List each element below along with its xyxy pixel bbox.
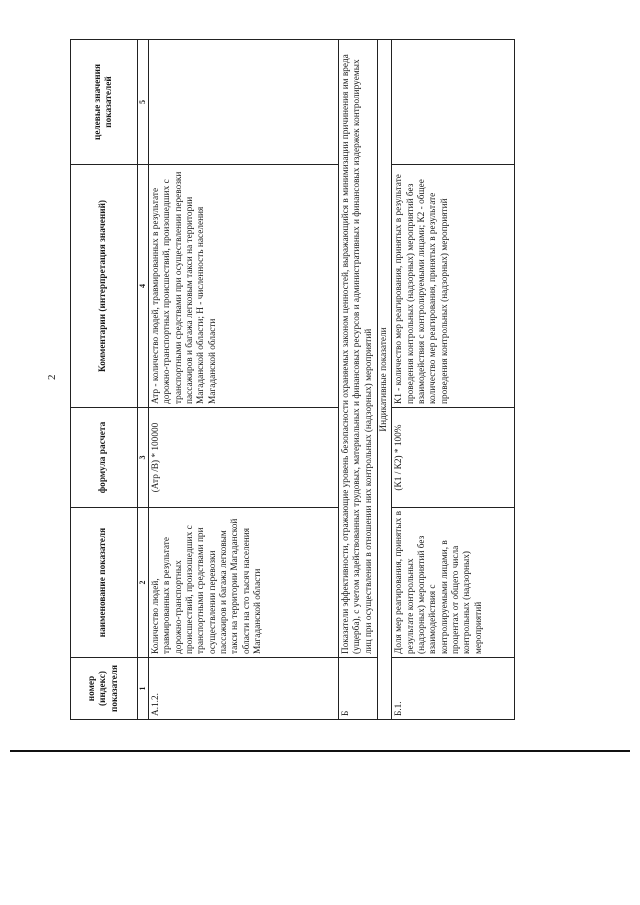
header-comment: Комментарии (интерпретация значений) <box>71 165 138 408</box>
table-row <box>149 40 339 720</box>
column-number: 4 <box>138 165 149 408</box>
rotated-table-wrapper <box>70 40 625 720</box>
bottom-divider <box>10 750 630 752</box>
indicative-row <box>377 40 391 720</box>
row-target <box>149 40 339 165</box>
header-index: номер (индекс) показателя <box>71 658 138 720</box>
header-target: целевые значения показателей <box>71 40 138 165</box>
row-comment: К1 - количество мер реагирования, принятых в результате проведения контрольных (надзорных) мероприятий без взаимодействия с контролируемыми лицами; К2 - общее количество мер реагирования, принятых в результате проведения контрольных (надзорных) мероприятий <box>392 165 515 408</box>
header-name: наименование показателя <box>71 508 138 658</box>
table-row <box>392 40 515 720</box>
row-formula: (Атр /В) * 100000 <box>149 408 339 508</box>
section-description: Показатели эффективности, отражающие уровень безопасности охраняемых законом ценностей, выражающийся в минимизации причинения им вреда (ущерба), с учетом задействованных трудовых, материальных и финансовых ресурсов и административных и финансовых издержек контролируемых лиц при осуществлении в отношении них контрольных (надзорных) мероприятий <box>339 40 378 658</box>
header-formula: формула расчета <box>71 408 138 508</box>
row-comment: Атр - количество людей, травмированных в результате дорожно-транспортных происшествий, произошедших с транспортными средствами при осуществлении перевозки пассажиров и багажа легковым такси на территории Магаданской области; Н - численность населения Магаданской области <box>149 165 339 408</box>
column-number-row <box>138 40 149 720</box>
section-row <box>339 40 378 720</box>
section-index: Б <box>339 658 378 720</box>
row-index: А.1.2. <box>149 658 339 720</box>
indicative-label: Индикативные показатели <box>377 40 391 720</box>
column-number: 1 <box>138 658 149 720</box>
column-number: 5 <box>138 40 149 165</box>
column-number: 3 <box>138 408 149 508</box>
row-formula: (К1 / К2) * 100% <box>392 408 515 508</box>
header-row <box>71 40 138 720</box>
page-number: 2 <box>46 374 58 380</box>
row-target <box>392 40 515 165</box>
column-number: 2 <box>138 508 149 658</box>
indicators-table <box>70 39 515 720</box>
row-name: Количество людей, травмированных в результате дорожно-транспортных происшествий, произошедших с транспортными средствами при осуществлении перевозки пассажиров и багажа легковым такси на территории Магаданской области на сто тысяч населения Магаданской области <box>149 508 339 658</box>
row-index: Б.1. <box>392 658 515 720</box>
row-name: Доля мер реагирования, принятых в результате контрольных (надзорных) мероприятий без взаимодействия с контролируемыми лицами, в процентах от общего числа контрольных (надзорных) мероприятий <box>392 508 515 658</box>
